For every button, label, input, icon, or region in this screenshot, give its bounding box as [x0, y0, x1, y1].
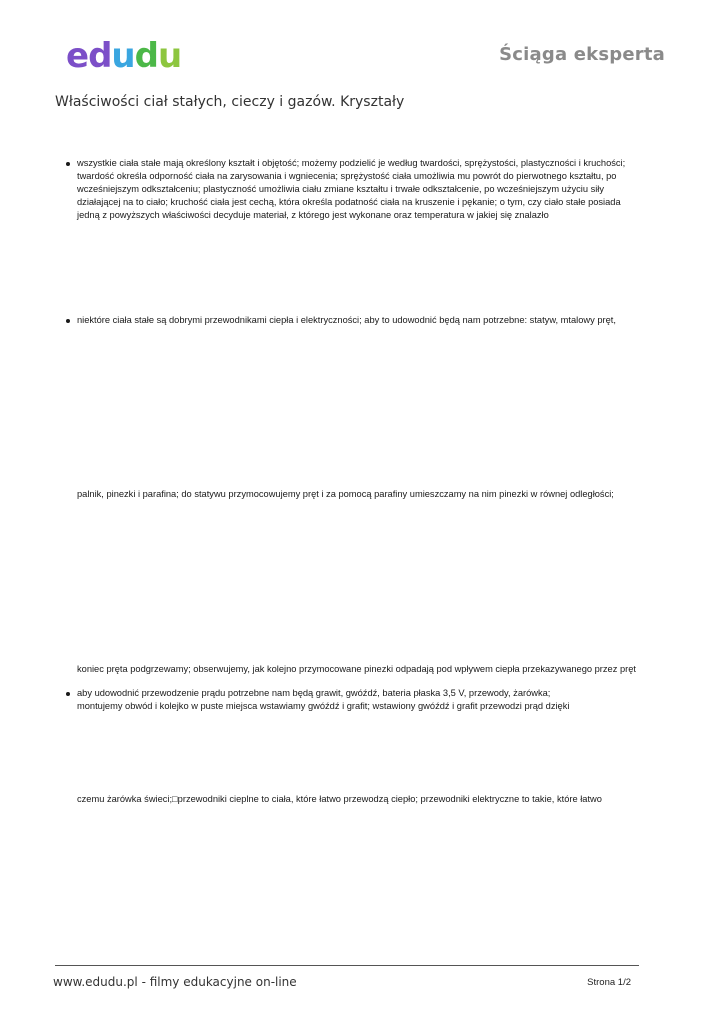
bullet-marker [66, 162, 70, 166]
logo-letter-d: d [88, 36, 112, 76]
logo-letter-u: u [111, 36, 135, 76]
paragraph-conductors-intro [77, 314, 677, 327]
text-line: wszystkie ciała stałe mają określony kształt i objętość; możemy podzielić je według twardości, sprężystości, plastyczności i kruchości; [77, 158, 626, 168]
page-number: Strona 1/2 [587, 977, 631, 988]
text-line: aby udowodnić przewodzenie prądu potrzebne nam będą grawit, gwóźdź, bateria płaska 3,5 V, przewody, żarówka; [77, 688, 551, 698]
bullet-marker [66, 319, 70, 323]
text-line: wcześniejszym odkształceniu; plastyczność umożliwia ciału zmiane kształtu i trwałe odkształcenie, po wcześniejszym użyciu siły [77, 184, 605, 194]
logo-letter-u2: u [157, 36, 182, 76]
edudu-logo [66, 36, 186, 76]
text-line: czemu żarówka świeci;□przewodniki cieplne to ciała, które łatwo przewodzą ciepło; przewodniki elektryczne to takie, które łatwo [77, 794, 602, 804]
text-line: działającej na to ciało; kruchość ciała jest cechą, która określa podatność ciała na kruszenie i pękanie; o tym, czy ciało stałe posiada [77, 197, 621, 207]
bullet-marker [66, 692, 70, 696]
text-line: koniec pręta podgrzewamy; obserwujemy, jak kolejno przymocowane pinezki odpadają pod wpływem ciepła przekazywanego przez pręt [77, 664, 636, 674]
text-line: twardość określa odporność ciała na zarysowania i wgniecenia; sprężystość ciała umożliwia mu powrót do pierwotnego kształtu, po [77, 171, 617, 181]
footer-site-link[interactable]: www.edudu.pl - filmy edukacyjne on-line [53, 975, 297, 989]
text-line: niektóre ciała stałe są dobrymi przewodnikami ciepła i elektryczności; aby to udowodnić będą nam potrzebne: statyw, mtalowy pręt, [77, 315, 616, 325]
header-label: Ściąga eksperta [499, 44, 665, 65]
paragraph-solids-properties [77, 157, 677, 222]
paragraph-conductors-setup [77, 488, 677, 501]
text-line: montujemy obwód i kolejko w puste miejsca wstawiamy gwóźdź i grafit; wstawiony gwóźdź i grafit przewodzi prąd dzięki [77, 701, 570, 711]
paragraph-conductors-definition [77, 793, 677, 806]
paragraph-conductors-result [77, 663, 677, 676]
logo-letter-e: e [66, 36, 89, 76]
footer-divider [55, 965, 639, 966]
logo-letter-d2: d [134, 36, 158, 76]
text-line: palnik, pinezki i parafina; do statywu przymocowujemy pręt i za pomocą parafiny umieszczamy na nim pinezki w równej odległości; [77, 489, 614, 499]
page-title: Właściwości ciał stałych, cieczy i gazów. Kryształy [55, 94, 405, 110]
text-line: jedną z powyższych właściwości decyduje materiał, z którego jest wykonane oraz temperatura w jakiej się znalazło [77, 210, 549, 220]
paragraph-electric-conduction [77, 687, 677, 713]
